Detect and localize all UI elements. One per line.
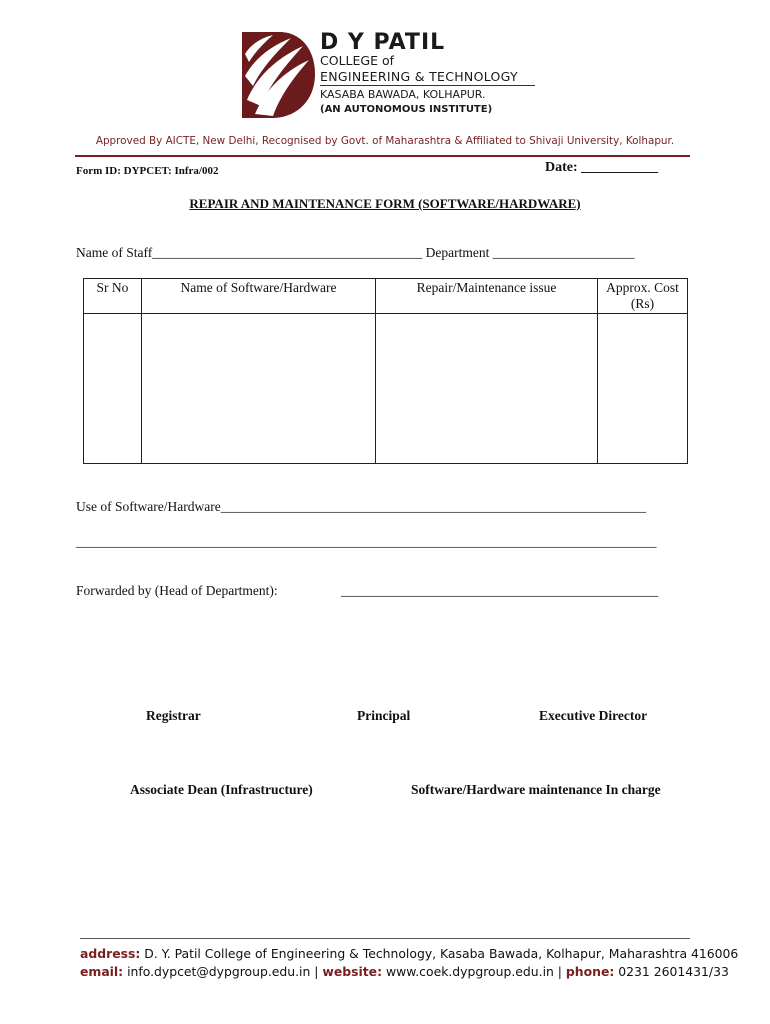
signature-principal: Principal [357, 708, 411, 723]
address-label: address: [80, 946, 141, 961]
website-label: website: [322, 964, 383, 979]
brand-name: D Y PATIL [320, 30, 446, 55]
staff-department-field[interactable]: Name of Staff________________________________________ Department _____________________ [76, 245, 635, 260]
website-text[interactable]: www.coek.dypgroup.edu.in | [382, 964, 566, 979]
phone-label: phone: [565, 964, 615, 979]
phone-text: 0231 2601431/33 [614, 964, 729, 979]
signature-registrar: Registrar [146, 708, 201, 723]
brand-engineering-line: ENGINEERING & TECHNOLOGY [320, 69, 518, 84]
use-of-software-field[interactable]: Use of Software/Hardware_______________________________________________________________ [76, 499, 646, 514]
brand-location-line: KASABA BAWADA, KOLHAPUR. [320, 88, 486, 101]
brand-divider [320, 85, 535, 86]
column-header-cost: Approx. Cost (Rs) [598, 279, 688, 314]
brand-college-line: COLLEGE of [320, 53, 394, 68]
email-label: email: [80, 964, 124, 979]
brand-autonomous-line: (AN AUTONOMOUS INSTITUTE) [320, 104, 493, 115]
sr-no-cell[interactable] [84, 314, 142, 464]
dyp-flame-logo-icon [237, 30, 317, 120]
use-continuation-field[interactable]: ______________________________________________________________________________________ [76, 534, 657, 549]
footer-contact [80, 964, 729, 979]
signature-executive-director: Executive Director [539, 708, 648, 723]
items-table [83, 278, 688, 464]
header-divider [75, 155, 690, 157]
column-header-name: Name of Software/Hardware [142, 279, 376, 314]
column-header-sr-no: Sr No [84, 279, 142, 314]
forwarded-by-field[interactable]: _______________________________________________ [341, 583, 659, 598]
date-field[interactable]: Date: ___________ [545, 160, 659, 175]
table-header-row [84, 279, 688, 314]
table-row [84, 314, 688, 464]
form-id: Form ID: DYPCET: Infra/002 [76, 165, 219, 177]
address-text: D. Y. Patil College of Engineering & Technology, Kasaba Bawada, Kolhapur, Maharashtra 416006 [140, 946, 739, 961]
column-header-issue: Repair/Maintenance issue [376, 279, 598, 314]
form-title: REPAIR AND MAINTENANCE FORM (SOFTWARE/HARDWARE) [189, 196, 581, 211]
cost-cell[interactable] [598, 314, 688, 464]
signature-associate-dean: Associate Dean (Infrastructure) [130, 782, 313, 797]
name-cell[interactable] [142, 314, 376, 464]
issue-cell[interactable] [376, 314, 598, 464]
forwarded-by-label: Forwarded by (Head of Department): [76, 583, 278, 598]
footer-address [80, 946, 738, 961]
approval-statement: Approved By AICTE, New Delhi, Recognised by Govt. of Maharashtra & Affiliated to Shivaji University, Kolhapur. [95, 135, 675, 147]
footer-divider [80, 938, 690, 939]
email-text[interactable]: info.dypcet@dypgroup.edu.in | [123, 964, 323, 979]
signature-maintenance-incharge: Software/Hardware maintenance In charge [411, 782, 661, 797]
